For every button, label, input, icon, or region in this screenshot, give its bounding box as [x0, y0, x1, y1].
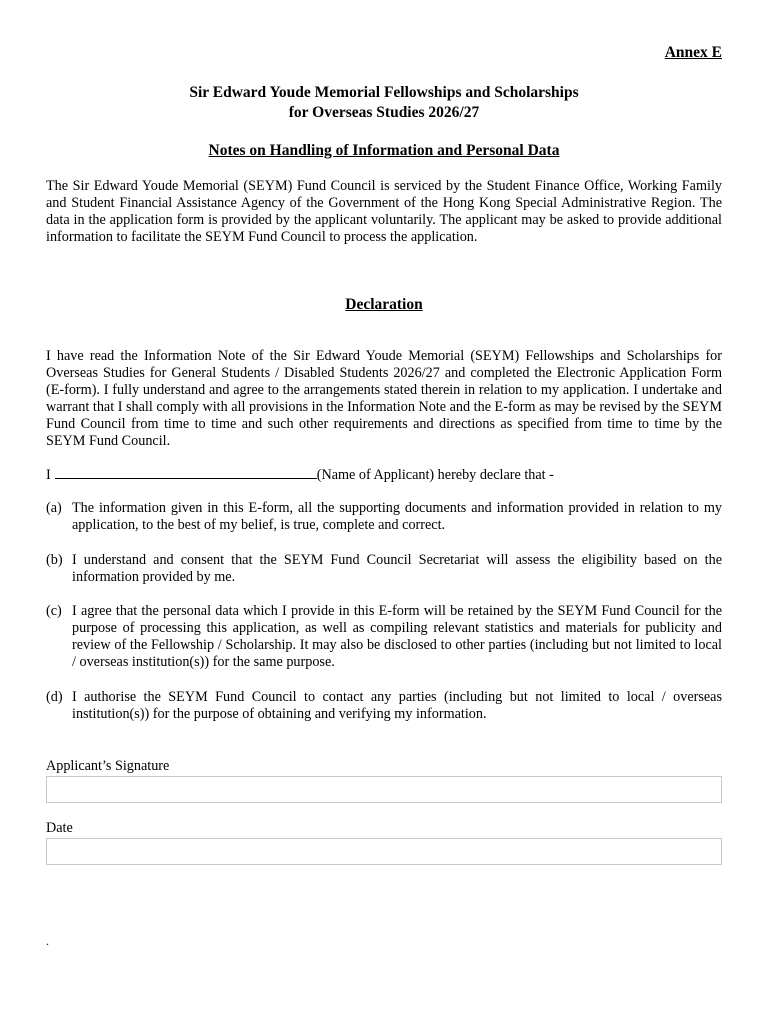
- declaration-item-a: [46, 500, 722, 534]
- item-text: I understand and consent that the SEYM Fund Council Secretariat will assess the eligibility based on the information provided by me.: [72, 552, 722, 585]
- intro-paragraph: The Sir Edward Youde Memorial (SEYM) Fund Council is serviced by the Student Finance Office, Working Family and Student Financial Assistance Agency of the Government of the Hong Kong Special Administrative Region. The data in the application form is provided by the applicant voluntarily. The applicant may be asked to provide additional information to facilitate the SEYM Fund Council to process the application.: [46, 178, 722, 245]
- item-marker: (b): [46, 552, 63, 568]
- document-title: [46, 83, 722, 123]
- declaration-item-d: [46, 689, 722, 723]
- item-text: I agree that the personal data which I provide in this E-form will be retained by the SEYM Fund Council for the purpose of processing this application, as well as compiling relevant statistics and materials for publicity and review of the Fellowship / Scholarship. It may also be disclosed to other parties (including but not limited to local / overseas institution(s)) for the same purpose.: [72, 603, 722, 670]
- item-marker: (c): [46, 603, 62, 619]
- title-line-2: for Overseas Studies 2026/27: [288, 104, 480, 121]
- declare-prefix: I: [46, 467, 51, 483]
- applicant-name-blank: [55, 466, 317, 479]
- item-text: I authorise the SEYM Fund Council to contact any parties (including but not limited to local / overseas institution(s)) for the purpose of obtaining and verifying my information.: [72, 689, 722, 722]
- declare-line: [46, 466, 722, 484]
- document-page: [46, 0, 722, 1024]
- declaration-heading: Declaration: [345, 296, 423, 313]
- annex-label: Annex E: [664, 44, 722, 61]
- item-marker: (a): [46, 500, 62, 516]
- date-label: Date: [46, 820, 73, 836]
- declare-suffix: (Name of Applicant) hereby declare that -: [316, 467, 554, 483]
- signature-label: Applicant’s Signature: [46, 758, 170, 774]
- declaration-item-b: [46, 552, 722, 586]
- notes-heading: Notes on Handling of Information and Personal Data: [208, 142, 560, 159]
- item-marker: (d): [46, 689, 63, 705]
- signature-field[interactable]: [46, 776, 722, 803]
- date-field[interactable]: [46, 838, 722, 865]
- footer-mark: .: [46, 934, 49, 948]
- declaration-item-c: [46, 603, 722, 671]
- item-text: The information given in this E-form, all the supporting documents and information provided in relation to my application, to the best of my belief, is true, complete and correct.: [72, 500, 722, 533]
- title-line-1: Sir Edward Youde Memorial Fellowships and Scholarships: [189, 84, 579, 101]
- declaration-paragraph: I have read the Information Note of the Sir Edward Youde Memorial (SEYM) Fellowships and Scholarships for Overseas Studies for General Students / Disabled Students 2026/27 and completed the Electronic Application Form (E-form). I fully understand and agree to the arrangements stated therein in relation to my application. I undertake and warrant that I shall comply with all provisions in the Information Note and the E-form as may be revised by the SEYM Fund Council from time to time and such other requirements and directions as specified from time to time by the SEYM Fund Council.: [46, 348, 722, 449]
